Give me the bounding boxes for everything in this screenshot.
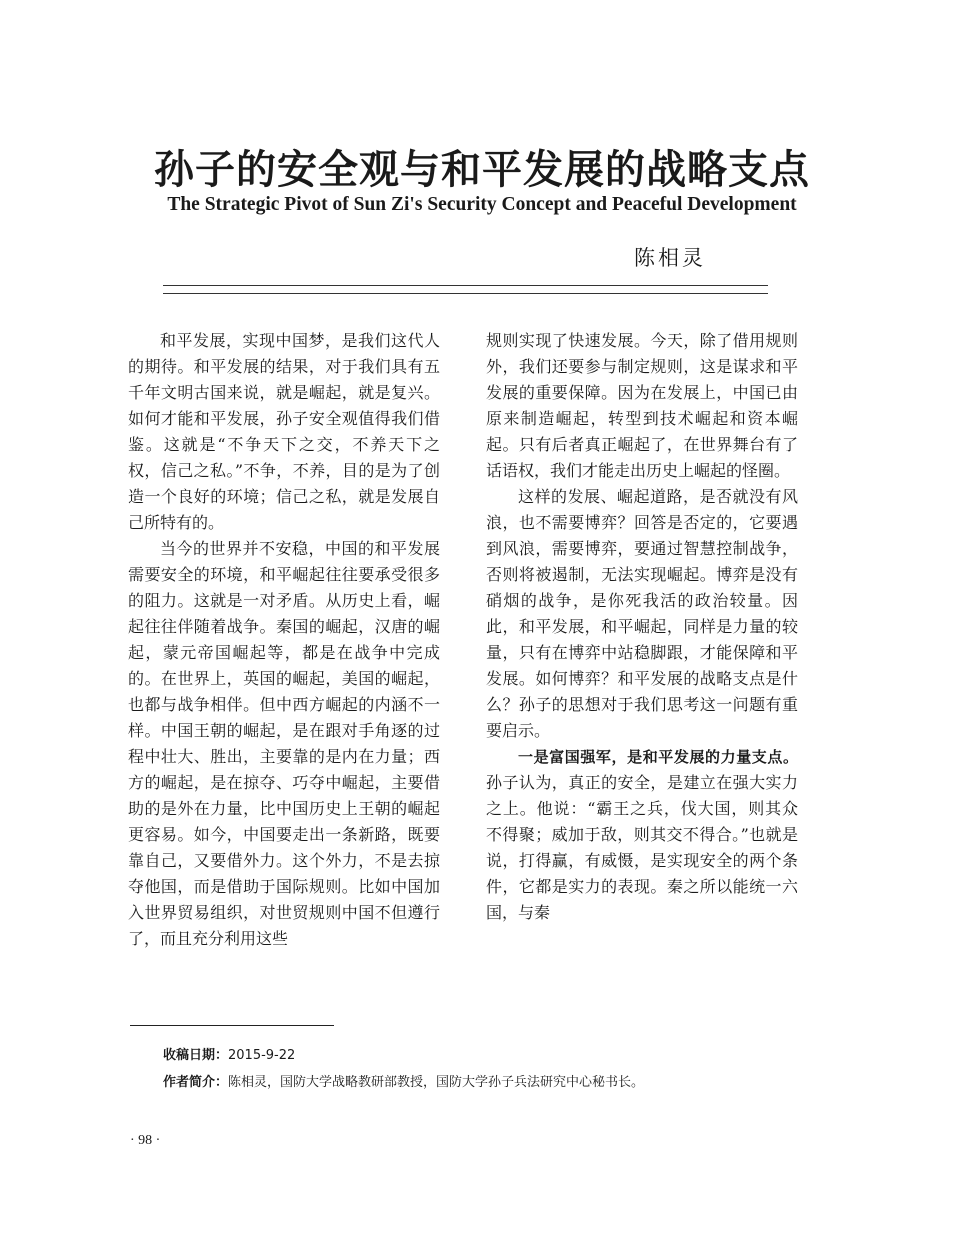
footnote-received — [163, 1044, 295, 1063]
paragraph-2: 当今的世界并不安稳，中国的和平发展需要安全的环境，和平崛起往往要承受很多的阻力。这就是一对矛盾。从历史上看，崛起往往伴随着战争。秦国的崛起，汉唐的崛起，蒙元帝国崛起等，都是在战争中完成的。在世界上，英国的崛起，美国的崛起，也都与战争相伴。但中西方崛起的内涵不一样。中国王朝的崛起，是在跟对手角逐的过程中壮大、胜出，主要靠的是内在力量；西方的崛起，是在掠夺、巧夺中崛起，主要借助的是外在力量，比中国历史上王朝的崛起更容易。如今，中国要走出一条新路，既要靠自己，又要借外力。这个外力，不是去掠夺他国，而是借助于国际规则。比如中国加入世界贸易组织，对世贸规则中国不但遵行了，而且充分利用这些 — [128, 539, 440, 948]
paragraph-1: 和平发展，实现中国梦，是我们这代人的期待。和平发展的结果，对于我们具有五千年文明古国来说，就是崛起，就是复兴。如何才能和平发展，孙子安全观值得我们借鉴。这就是“不争天下之交，不养天下之权，信己之私。”不争，不养，目的是为了创造一个良好的环境；信己之私，就是发展自己所特有的。 — [128, 331, 440, 532]
footnote-rule — [130, 1025, 334, 1026]
right-column — [486, 328, 798, 926]
section-heading-strength: 一是富国强军，是和平发展的力量支点。 — [518, 748, 798, 766]
paragraph-4-text: 孙子认为，真正的安全，是建立在强大实力之上。他说：“霸王之兵，伐大国，则其众不得聚；威加于敌，则其交不得合。”也就是说，打得赢，有威慑，是实现安全的两个条件，它都是实力的表现。秦之所以能统一六国，与秦 — [486, 773, 798, 922]
left-column — [128, 328, 440, 952]
bio-label: 作者简介： — [163, 1075, 229, 1090]
paragraph-3: 这样的发展、崛起道路，是否就没有风浪，也不需要博弈？回答是否定的，它要遇到风浪，需要博弈，要通过智慧控制战争，否则将被遏制，无法实现崛起。博弈是没有硝烟的战争，是你死我活的政治较量。因此，和平发展，和平崛起，同样是力量的较量，只有在博弈中站稳脚跟，才能保障和平发展。如何博弈？和平发展的战略支点是什么？孙子的思想对于我们思考这一问题有重要启示。 — [486, 487, 798, 740]
received-date: 2015-9-22 — [228, 1048, 296, 1063]
paragraph-4 — [486, 744, 798, 926]
page-number: · 98 · — [130, 1133, 161, 1148]
footnote-author-bio — [163, 1071, 644, 1090]
title-double-rule — [163, 285, 768, 294]
received-label: 收稿日期： — [163, 1048, 229, 1063]
author-name: 陈相灵 — [634, 246, 706, 270]
title-english: The Strategic Pivot of Sun Zi's Security Concept and Peaceful Development — [167, 194, 797, 215]
title-chinese: 孙子的安全观与和平发展的战略支点 — [154, 147, 810, 193]
paragraph-continued: 规则实现了快速发展。今天，除了借用规则外，我们还要参与制定规则，这是谋求和平发展的重要保障。因为在发展上，中国已由原来制造崛起，转型到技术崛起和资本崛起。只有后者真正崛起了，在世界舞台有了话语权，我们才能走出历史上崛起的怪圈。 — [486, 331, 798, 480]
bio-text: 陈相灵，国防大学战略教研部教授，国防大学孙子兵法研究中心秘书长。 — [228, 1075, 645, 1090]
